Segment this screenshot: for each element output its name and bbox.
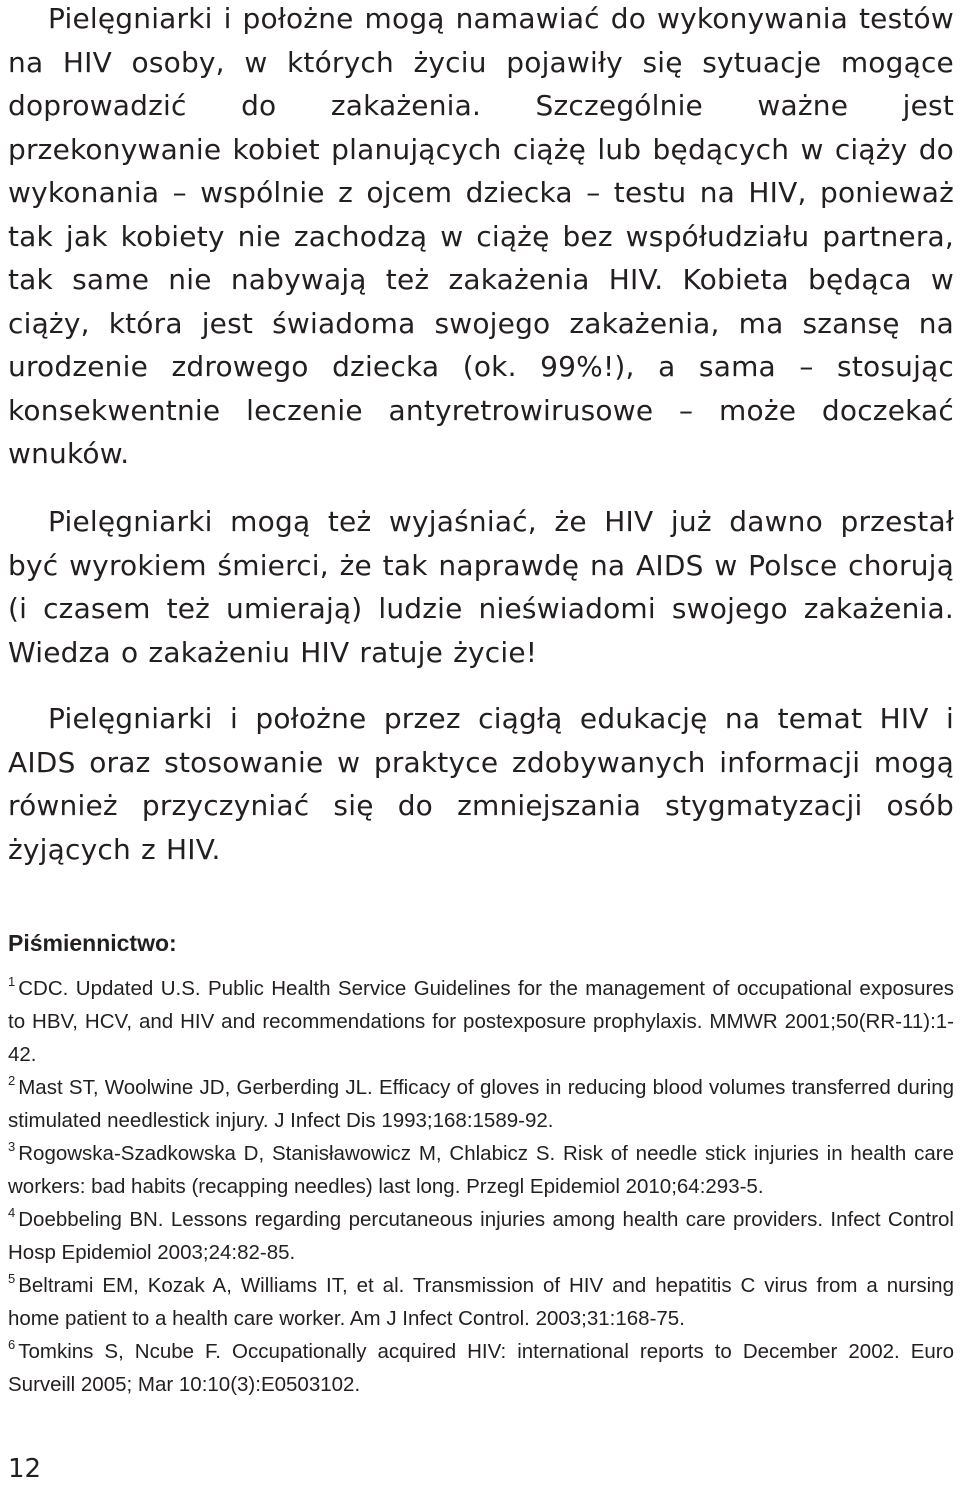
references-heading: Piśmiennictwo: [8, 930, 177, 956]
references-list [8, 972, 954, 1401]
reference-item [8, 1071, 954, 1137]
reference-text: Mast ST, Woolwine JD, Gerberding JL. Efficacy of gloves in reducing blood volumes transferred during stimulated needlestick injury. J Infect Dis 1993;168:1589-92. [8, 1076, 954, 1132]
reference-text: Doebbeling BN. Lessons regarding percutaneous injuries among health care providers. Infect Control Hosp Epidemiol 2003;24:82-85. [8, 1208, 954, 1264]
reference-item [8, 1335, 954, 1401]
body-paragraph-testing: Pielęgniarki i położne mogą namawiać do wykonywania testów na HIV osoby, w których życiu pojawiły się sytuacje mogące doprowadzić do zakażenia. Szczególnie ważne jest przekonywanie kobiet planujących ciążę lub będących w ciąży do wykonania – wspólnie z ojcem dziecka – testu na HIV, ponieważ tak jak kobiety nie zachodzą w ciążę bez współudziału partnera, tak same nie nabywają też zakażenia HIV. Kobieta będąca w ciąży, która jest świadoma swojego zakażenia, ma szansę na urodzenie zdrowego dziecka (ok. 99%!), a sama – stosując konsekwentnie leczenie antyretrowirusowe – może doczekać wnuków. [8, 2, 954, 470]
reference-text: Beltrami EM, Kozak A, Williams IT, et al. Transmission of HIV and hepatitis C virus from a nursing home patient to a health care worker. Am J Infect Control. 2003;31:168-75. [8, 1274, 954, 1330]
page-number: 12 [8, 1454, 42, 1484]
reference-number: 5 [8, 1271, 16, 1286]
body-paragraph-stigma: Pielęgniarki i położne przez ciągłą edukację na temat HIV i AIDS oraz stosowanie w praktyce zdobywanych informacji mogą również przyczyniać się do zmniejszania stygmatyzacji osób żyjących z HIV. [8, 702, 954, 866]
reference-text: Rogowska-Szadkowska D, Stanisławowicz M, Chlabicz S. Risk of needle stick injuries in health care workers: bad habits (recapping needles) last long. Przegl Epidemiol 2010;64:293-5. [8, 1142, 954, 1198]
body-paragraph-hiv-not-death-sentence: Pielęgniarki mogą też wyjaśniać, że HIV już dawno przestał być wyrokiem śmierci, że tak naprawdę na AIDS w Polsce chorują (i czasem też umierają) ludzie nieświadomi swojego zakażenia. Wiedza o zakażeniu HIV ratuje życie! [8, 505, 954, 669]
reference-number: 2 [8, 1073, 16, 1088]
reference-text: Tomkins S, Ncube F. Occupationally acquired HIV: international reports to December 2002. Euro Surveill 2005; Mar 10:10(3):E0503102. [8, 1340, 954, 1396]
reference-number: 3 [8, 1139, 16, 1154]
reference-item [8, 972, 954, 1071]
reference-number: 4 [8, 1205, 16, 1220]
reference-item [8, 1137, 954, 1203]
reference-number: 1 [8, 974, 16, 989]
reference-item [8, 1269, 954, 1335]
reference-number: 6 [8, 1337, 16, 1352]
reference-item [8, 1203, 954, 1269]
reference-text: CDC. Updated U.S. Public Health Service Guidelines for the management of occupational exposures to HBV, HCV, and HIV and recommendations for postexposure prophylaxis. MMWR 2001;50(RR-11):1-42. [8, 977, 954, 1066]
